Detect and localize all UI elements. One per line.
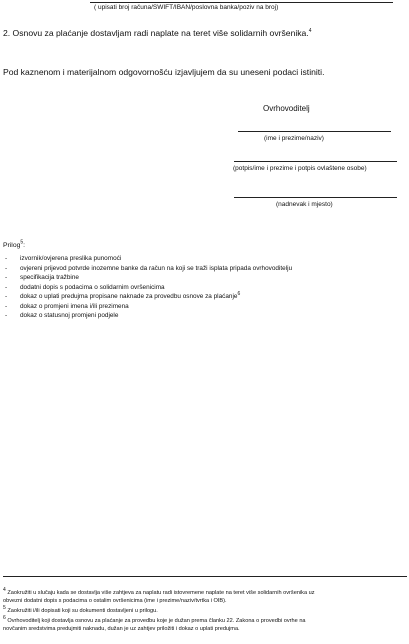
footnote-4-ref: 4	[3, 587, 6, 594]
attachment-item-text: dokaz o uplati predujma propisane naknade za provedbu osnove za plaćanje	[20, 293, 238, 300]
footnote-4	[3, 589, 407, 605]
footnote-6-line1: Ovrhovoditelj koji dostavlja osnovu za plaćanje za provedbu koje je dužan prema članku 22. Zakona o provedbi ovrhe na	[7, 618, 306, 624]
footnote-5	[3, 607, 407, 615]
declaration: Pod kaznenom i materijalnom odgovornošću izjavljujem da su uneseni podaci istiniti.	[3, 67, 325, 77]
footnote-ref-4: 4	[308, 28, 312, 35]
attachment-item-text: dokaz o statusnoj promjeni podjele	[20, 312, 119, 319]
name-caption: (ime i prezime/naziv)	[264, 135, 324, 142]
attachments-label-suffix: :	[23, 242, 26, 249]
statement-2-text: 2. Osnovu za plaćanje dostavljam radi naplate na teret više solidarnih ovršenika.	[3, 28, 309, 38]
footnote-5-line1: Zaokružiti i/ili dopisati koji su dokumenti dostavljeni u prilogu.	[7, 608, 158, 614]
footnote-divider	[3, 576, 407, 577]
attachment-item-text: izvornik/ovjerena preslika punomoći	[20, 255, 122, 262]
statement-2	[3, 28, 312, 38]
footnote-4-line1: Zaokružiti u slučaju kada se dostavlja više zahtjeva za naplatu radi istovremene naplate na teret više solidarnih ovršenika uz	[7, 590, 315, 596]
signature-title: Ovrhovoditelj	[263, 104, 310, 113]
account-line	[90, 2, 393, 3]
footnote-ref-5: 5	[20, 239, 24, 246]
signature-caption: (potpis/ime i prezime i potpis ovlaštene osobe)	[233, 165, 367, 172]
attachment-item-text: specifikacija tražbine	[20, 274, 79, 281]
attachment-item-text: dokaz o promjeni imena i/ili prezimena	[20, 302, 129, 310]
account-caption: ( upisati broj računa/SWIFT/IBAN/poslovna banka/poziv na broj)	[94, 4, 279, 11]
attachments-label-text: Prilog	[3, 242, 21, 249]
date-caption: (nadnevak i mjesto)	[276, 201, 333, 208]
footnote-6	[3, 617, 407, 633]
name-line	[238, 131, 391, 132]
attachments-label	[3, 239, 26, 249]
footnote-4-line2: obvezni dodatni dopis s podacima o ostalim ovršenicima (ime i prezime/naziv/tvrtka i OIB).	[3, 598, 227, 604]
attachment-item-text: ovjereni prijevod potvrde inozemne banke da račun na koji se traži isplata pripada ovrhovoditelju	[20, 264, 293, 272]
footnote-ref-6: 6	[237, 290, 241, 297]
signature-line	[234, 161, 397, 162]
attachment-item-text: dodatni dopis s podacima o solidarnim ovršenicima	[20, 283, 165, 291]
footnote-6-line2: novčanim sredstvima predujmiti naknadu, dužan je uz zahtjev priložiti i dokaz o uplati predujma.	[3, 626, 240, 632]
footnote-6-ref: 6	[3, 615, 6, 622]
footnote-5-ref: 5	[3, 605, 6, 612]
date-line	[234, 197, 397, 198]
